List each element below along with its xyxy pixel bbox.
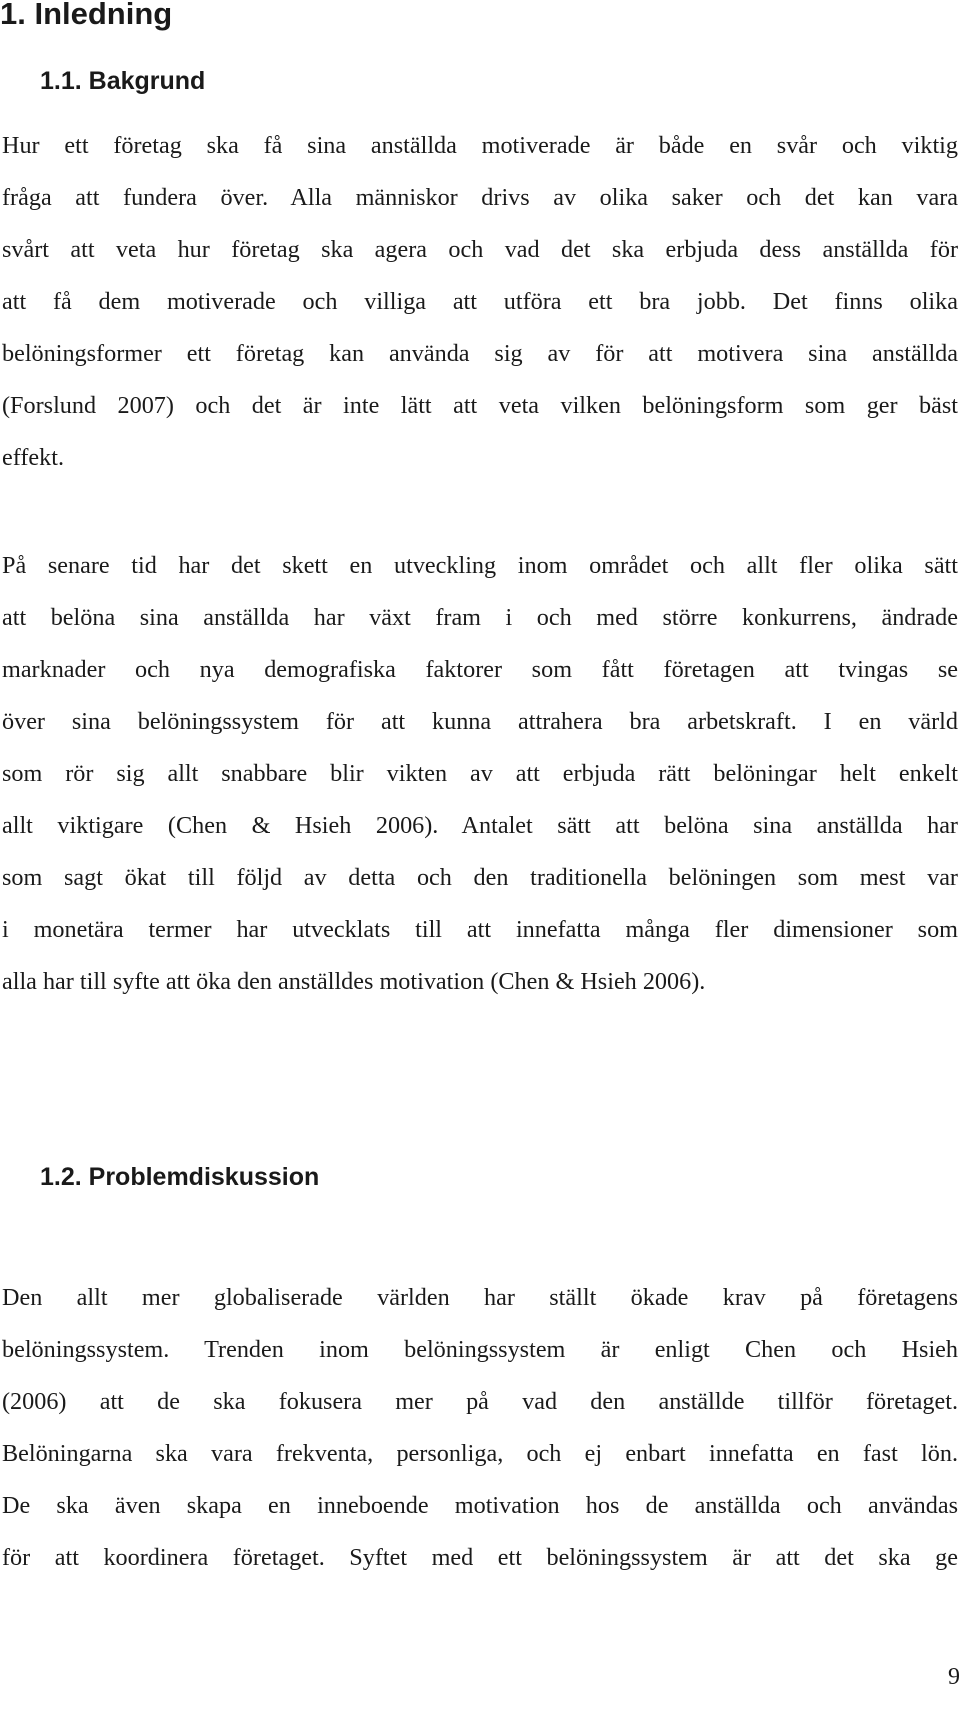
section-heading-problemdiskussion: 1.2. Problemdiskussion xyxy=(40,1163,320,1191)
paragraph-problemdiskussion-1 xyxy=(2,1272,958,1584)
text-line: På senare tid har det skett en utveckling inom området och allt fler olika sätt xyxy=(2,552,958,579)
text-line: marknader och nya demografiska faktorer som fått företagen att tvingas se xyxy=(2,656,958,683)
text-line: allt viktigare (Chen & Hsieh 2006). Antalet sätt att belöna sina anställda har xyxy=(2,812,958,839)
text-line: att belöna sina anställda har växt fram i och med större konkurrens, ändrade xyxy=(2,604,958,631)
text-line: effekt. xyxy=(2,444,65,471)
paragraph-bakgrund-1 xyxy=(2,120,958,484)
text-line: i monetära termer har utvecklats till att innefatta många fler dimensioner som xyxy=(2,916,958,943)
text-line: över sina belöningssystem för att kunna attrahera bra arbetskraft. I en värld xyxy=(2,708,958,735)
text-line: som rör sig allt snabbare blir vikten av att erbjuda rätt belöningar helt enkelt xyxy=(2,760,958,787)
text-line: Hur ett företag ska få sina anställda motiverade är både en svår och viktig xyxy=(2,132,958,159)
text-line: De ska även skapa en inneboende motivation hos de anställda och användas xyxy=(2,1492,958,1519)
text-line: Den allt mer globaliserade världen har ställt ökade krav på företagens xyxy=(2,1284,958,1311)
chapter-heading: 1. Inledning xyxy=(0,0,173,31)
paragraph-bakgrund-2 xyxy=(2,540,958,1008)
text-line: alla har till syfte att öka den anställdes motivation (Chen & Hsieh 2006). xyxy=(2,968,706,995)
section-heading-bakgrund: 1.1. Bakgrund xyxy=(40,67,206,95)
text-line: Belöningarna ska vara frekventa, personliga, och ej enbart innefatta en fast lön. xyxy=(2,1440,958,1467)
text-line: belöningsformer ett företag kan använda sig av för att motivera sina anställda xyxy=(2,340,958,367)
text-line: belöningssystem. Trenden inom belöningssystem är enligt Chen och Hsieh xyxy=(2,1336,958,1363)
text-line: som sagt ökat till följd av detta och den traditionella belöningen som mest var xyxy=(2,864,958,891)
text-line: (Forslund 2007) och det är inte lätt att veta vilken belöningsform som ger bäst xyxy=(2,392,958,419)
page-number: 9 xyxy=(948,1664,960,1690)
text-line: svårt att veta hur företag ska agera och vad det ska erbjuda dess anställda för xyxy=(2,236,958,263)
text-line: (2006) att de ska fokusera mer på vad den anställde tillför företaget. xyxy=(2,1388,958,1415)
text-line: fråga att fundera över. Alla människor drivs av olika saker och det kan vara xyxy=(2,184,958,211)
text-line: för att koordinera företaget. Syftet med ett belöningssystem är att det ska ge xyxy=(2,1544,958,1571)
text-line: att få dem motiverade och villiga att utföra ett bra jobb. Det finns olika xyxy=(2,288,958,315)
